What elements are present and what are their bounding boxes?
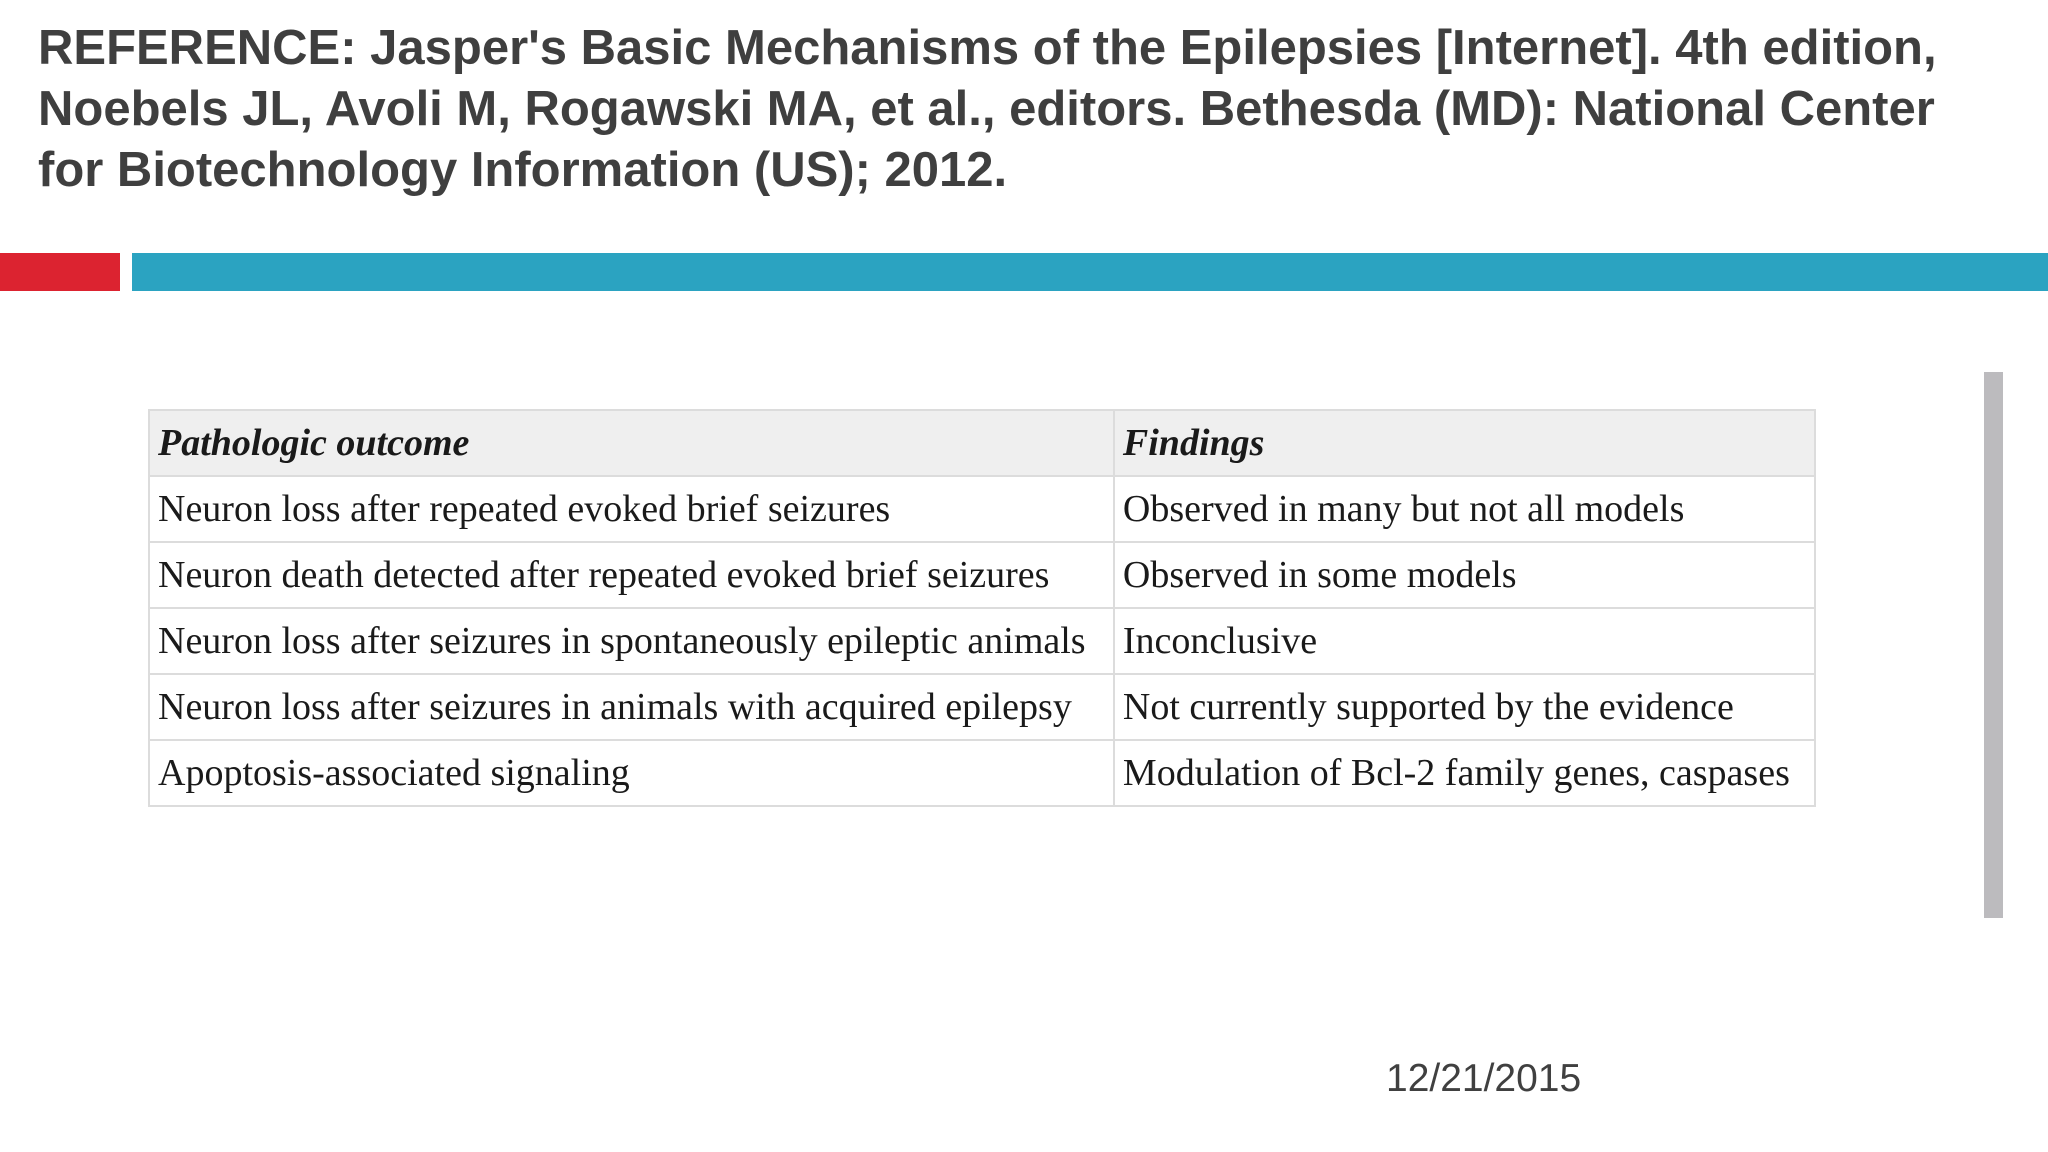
outcome-cell: Apoptosis-associated signaling [149,740,1114,806]
outcome-cell: Neuron loss after seizures in animals with acquired epilepsy [149,674,1114,740]
findings-cell: Not currently supported by the evidence [1114,674,1815,740]
table-row [149,542,1815,608]
slide-title: REFERENCE: Jasper's Basic Mechanisms of the Epilepsies [Internet]. 4th edition, Noebels JL, Avoli M, Rogawski MA, et al., editors. Bethesda (MD): National Center for Biotechnology Information (US); 2012. [38,21,1937,197]
table-row [149,476,1815,542]
scrollbar-thumb[interactable] [1984,372,2003,918]
header-findings: Findings [1114,410,1815,476]
table-row [149,608,1815,674]
findings-table [148,409,1816,807]
slide-date: 12/21/2015 [1386,1057,1582,1100]
findings-cell: Modulation of Bcl-2 family genes, caspases [1114,740,1815,806]
header-pathologic-outcome: Pathologic outcome [149,410,1114,476]
findings-cell: Inconclusive [1114,608,1815,674]
findings-cell: Observed in some models [1114,542,1815,608]
outcome-cell: Neuron loss after repeated evoked brief seizures [149,476,1114,542]
outcome-cell: Neuron loss after seizures in spontaneously epileptic animals [149,608,1114,674]
table-row [149,674,1815,740]
outcome-cell: Neuron death detected after repeated evoked brief seizures [149,542,1114,608]
findings-cell: Observed in many but not all models [1114,476,1815,542]
table-row [149,740,1815,806]
accent-bar-blue [132,253,2048,291]
accent-bar-red [0,253,120,291]
table-header-row [149,410,1815,476]
vertical-scrollbar[interactable] [1984,372,2003,918]
